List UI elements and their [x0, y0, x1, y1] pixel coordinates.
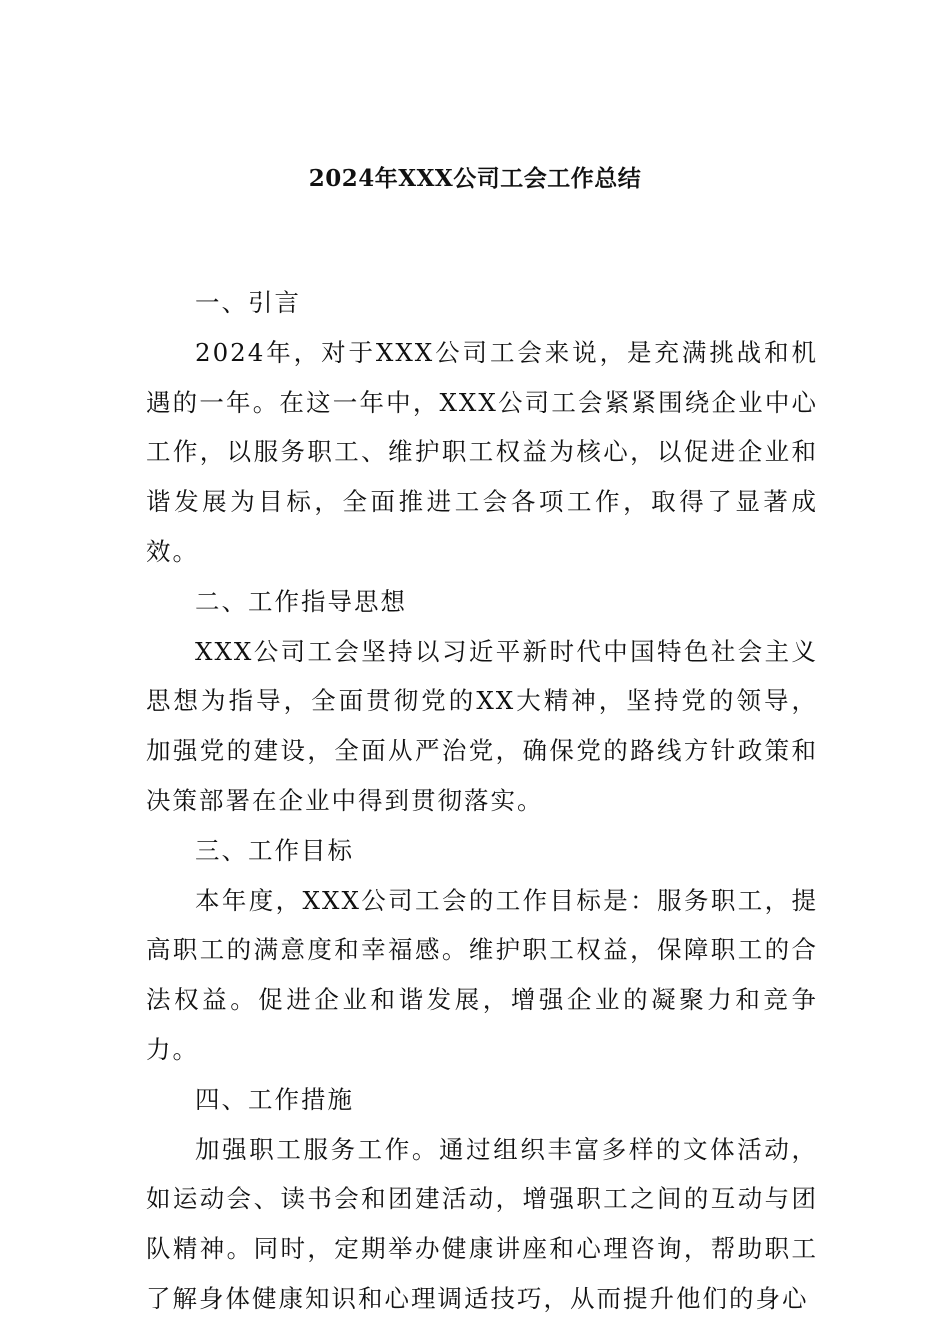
document-title: 2024年XXX公司工会工作总结 [308, 165, 642, 192]
paragraph-work-measures: 加强职工服务工作。通过组织丰富多样的文体活动，如运动会、读书会和团建活动，增强职工之间的互动与团队精神。同时，定期举办健康讲座和心理咨询，帮助职工了解身体健康知识和心理调适技巧，从而提升他们的身心 [146, 1134, 818, 1313]
section-heading-work-goals: 三、工作目标 [195, 835, 354, 865]
section-heading-work-measures: 四、工作措施 [195, 1084, 354, 1114]
paragraph-work-goals: 本年度，XXX公司工会的工作目标是：服务职工，提高职工的满意度和幸福感。维护职工权益，保障职工的合法权益。促进企业和谐发展，增强企业的凝聚力和竞争力。 [146, 885, 818, 1064]
paragraph-guiding-ideology: XXX公司工会坚持以习近平新时代中国特色社会主义思想为指导，全面贯彻党的XX大精神，坚持党的领导，加强党的建设，全面从严治党，确保党的路线方针政策和决策部署在企业中得到贯彻落实。 [146, 636, 818, 815]
document-body [146, 278, 818, 1324]
section-heading-introduction: 一、引言 [195, 288, 301, 317]
section-heading-guiding-ideology: 二、工作指导思想 [195, 586, 407, 616]
paragraph-introduction: 2024年，对于XXX公司工会来说，是充满挑战和机遇的一年。在这一年中，XXX公司工会紧紧围绕企业中心工作，以服务职工、维护职工权益为核心，以促进企业和谐发展为目标，全面推进工会各项工作，取得了显著成效。 [146, 337, 818, 566]
